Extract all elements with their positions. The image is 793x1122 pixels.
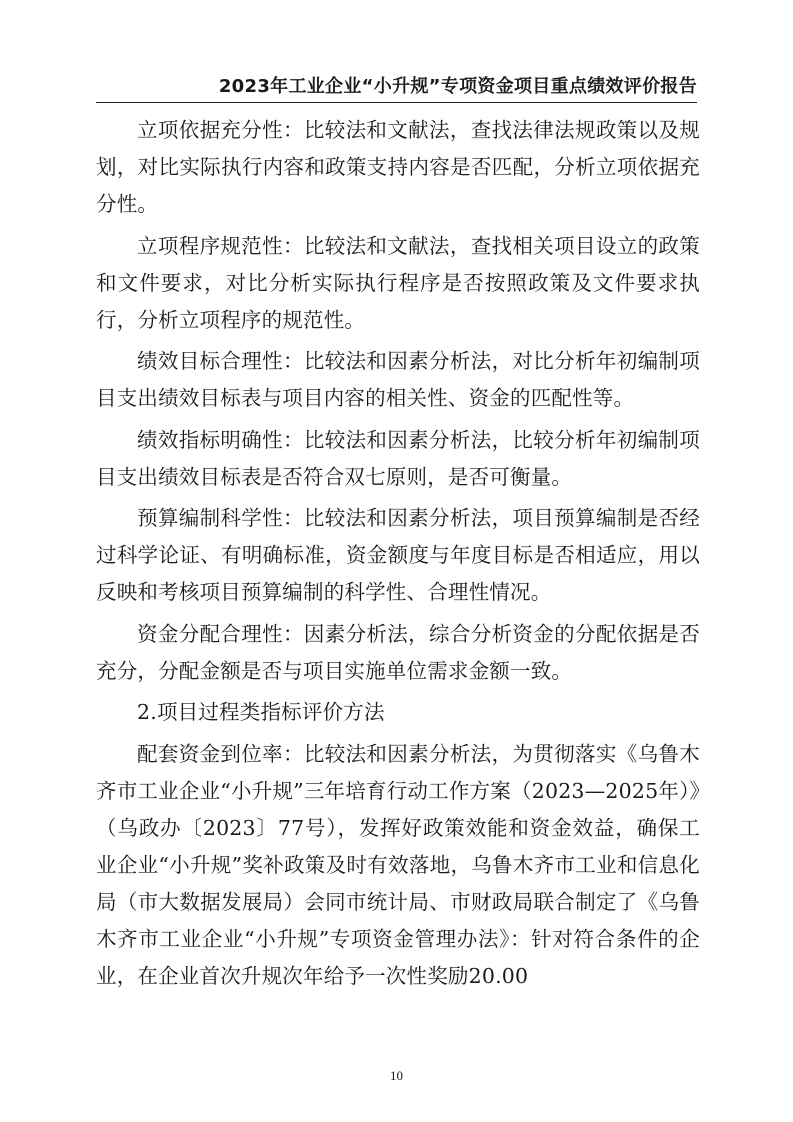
paragraph-budget-science: 预算编制科学性：比较法和因素分析法，项目预算编制是否经过科学论证、有明确标准，资金额度与年度目标是否相适应，用以反映和考核项目预算编制的科学性、合理性情况。 bbox=[96, 506, 700, 604]
section-heading-process-indicators: 2.项目过程类指标评价方法 bbox=[137, 700, 385, 724]
paragraph-project-procedure: 立项程序规范性：比较法和文献法，查找相关项目设立的政策和文件要求，对比分析实际执行程序是否按照政策及文件要求执行，分析立项程序的规范性。 bbox=[96, 233, 700, 332]
page-number: 10 bbox=[390, 1068, 403, 1083]
paragraph-fund-allocation: 资金分配合理性：因素分析法，综合分析资金的分配依据是否充分，分配金额是否与项目实施单位需求金额一致。 bbox=[96, 621, 700, 683]
page-header bbox=[96, 70, 697, 103]
paragraph-matching-funds: 配套资金到位率：比较法和因素分析法，为贯彻落实《乌鲁木齐市工业企业“小升规”三年培育行动工作方案（2023—2025年）》（乌政办〔2023〕77号），发挥好政策效能和资金效益，确保工业企业“小升规”奖补政策及时有效落地，乌鲁木齐市工业和信息化局（市大数据发展局）会同市统计局、市财政局联合制定了《乌鲁木齐市工业企业“小升规”专项资金管理办法》：针对符合条件的企业，在企业首次升规次年给予一次性奖励20.00 bbox=[96, 741, 700, 988]
paragraph-project-basis: 立项依据充分性：比较法和文献法，查找法律法规政策以及规划，对比实际执行内容和政策支持内容是否匹配，分析立项依据充分性。 bbox=[96, 118, 700, 216]
report-title: 2023年工业企业“小升规”专项资金项目重点绩效评价报告 bbox=[218, 76, 697, 97]
document-body bbox=[96, 112, 700, 999]
paragraph-indicator-clarity: 绩效指标明确性：比较法和因素分析法，比较分析年初编制项目支出绩效目标表是否符合双七原则，是否可衡量。 bbox=[96, 427, 700, 489]
paragraph-target-rationality: 绩效目标合理性：比较法和因素分析法，对比分析年初编制项目支出绩效目标表与项目内容的相关性、资金的匹配性等。 bbox=[96, 349, 700, 410]
